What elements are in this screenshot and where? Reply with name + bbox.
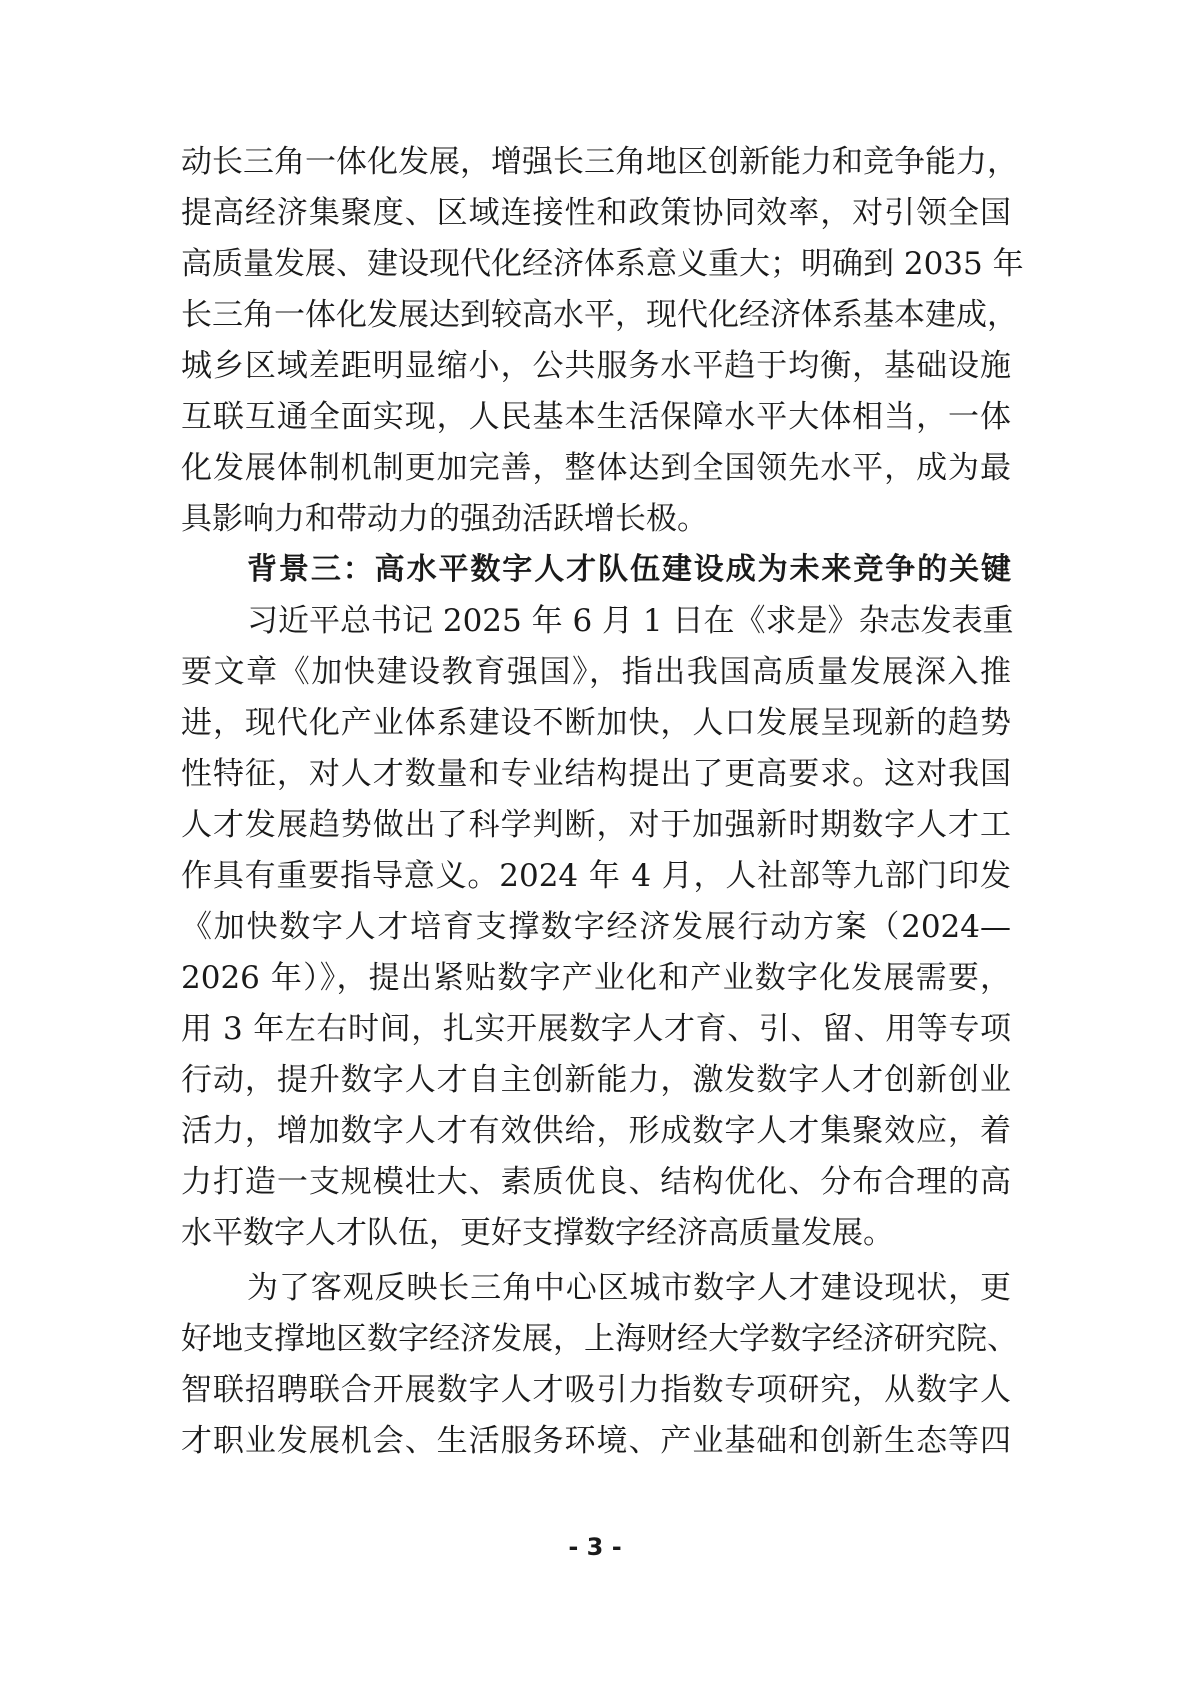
text-line: 动长三角一体化发展，增强长三角地区创新能力和竞争能力， bbox=[181, 144, 1018, 180]
text-line: 高质量发展、建设现代化经济体系意义重大；明确到 2035 年 bbox=[181, 246, 1024, 282]
text-line: 智联招聘联合开展数字人才吸引力指数专项研究，从数字人 bbox=[181, 1372, 1011, 1408]
text-line: 行动，提升数字人才自主创新能力，激发数字人才创新创业 bbox=[181, 1062, 1011, 1098]
text-line: 长三角一体化发展达到较高水平，现代化经济体系基本建成， bbox=[181, 297, 1018, 333]
text-line: 用 3 年左右时间，扎实开展数字人才育、引、留、用等专项 bbox=[181, 1011, 1011, 1047]
section-heading: 背景三：高水平数字人才队伍建设成为未来竞争的关键 bbox=[247, 552, 1011, 587]
text-line: 互联互通全面实现，人民基本生活保障水平大体相当，一体 bbox=[181, 399, 1011, 435]
text-line: 2026 年）》，提出紧贴数字产业化和产业数字化发展需要， bbox=[181, 960, 1011, 996]
text-line: 为了客观反映长三角中心区城市数字人才建设现状，更 bbox=[247, 1270, 1011, 1306]
text-line: 性特征，对人才数量和专业结构提出了更高要求。这对我国 bbox=[181, 756, 1011, 792]
text-line: 力打造一支规模壮大、素质优良、结构优化、分布合理的高 bbox=[181, 1164, 1011, 1200]
text-line: 活力，增加数字人才有效供给，形成数字人才集聚效应，着 bbox=[181, 1113, 1011, 1149]
text-line: 习近平总书记 2025 年 6 月 1 日在《求是》杂志发表重 bbox=[247, 603, 1014, 639]
text-line: 才职业发展机会、生活服务环境、产业基础和创新生态等四 bbox=[181, 1423, 1011, 1459]
text-line: 具影响力和带动力的强劲活跃增长极。 bbox=[181, 501, 708, 537]
text-line: 作具有重要指导意义。2024 年 4 月，人社部等九部门印发 bbox=[181, 858, 1011, 894]
text-line: 提高经济集聚度、区域连接性和政策协同效率，对引领全国 bbox=[181, 195, 1011, 231]
page-number: - 3 - bbox=[568, 1533, 622, 1561]
text-line: 城乡区域差距明显缩小，公共服务水平趋于均衡，基础设施 bbox=[181, 348, 1011, 384]
text-line: 人才发展趋势做出了科学判断，对于加强新时期数字人才工 bbox=[181, 807, 1011, 843]
text-line: 水平数字人才队伍，更好支撑数字经济高质量发展。 bbox=[181, 1215, 894, 1251]
text-line: 化发展体制机制更加完善，整体达到全国领先水平，成为最 bbox=[181, 450, 1011, 486]
text-line: 要文章《加快建设教育强国》，指出我国高质量发展深入推 bbox=[181, 654, 1011, 690]
text-line: 好地支撑地区数字经济发展，上海财经大学数字经济研究院、 bbox=[181, 1321, 1018, 1357]
text-line: 进，现代化产业体系建设不断加快，人口发展呈现新的趋势 bbox=[181, 705, 1011, 741]
text-line: 《加快数字人才培育支撑数字经济发展行动方案（2024— bbox=[181, 909, 1011, 945]
